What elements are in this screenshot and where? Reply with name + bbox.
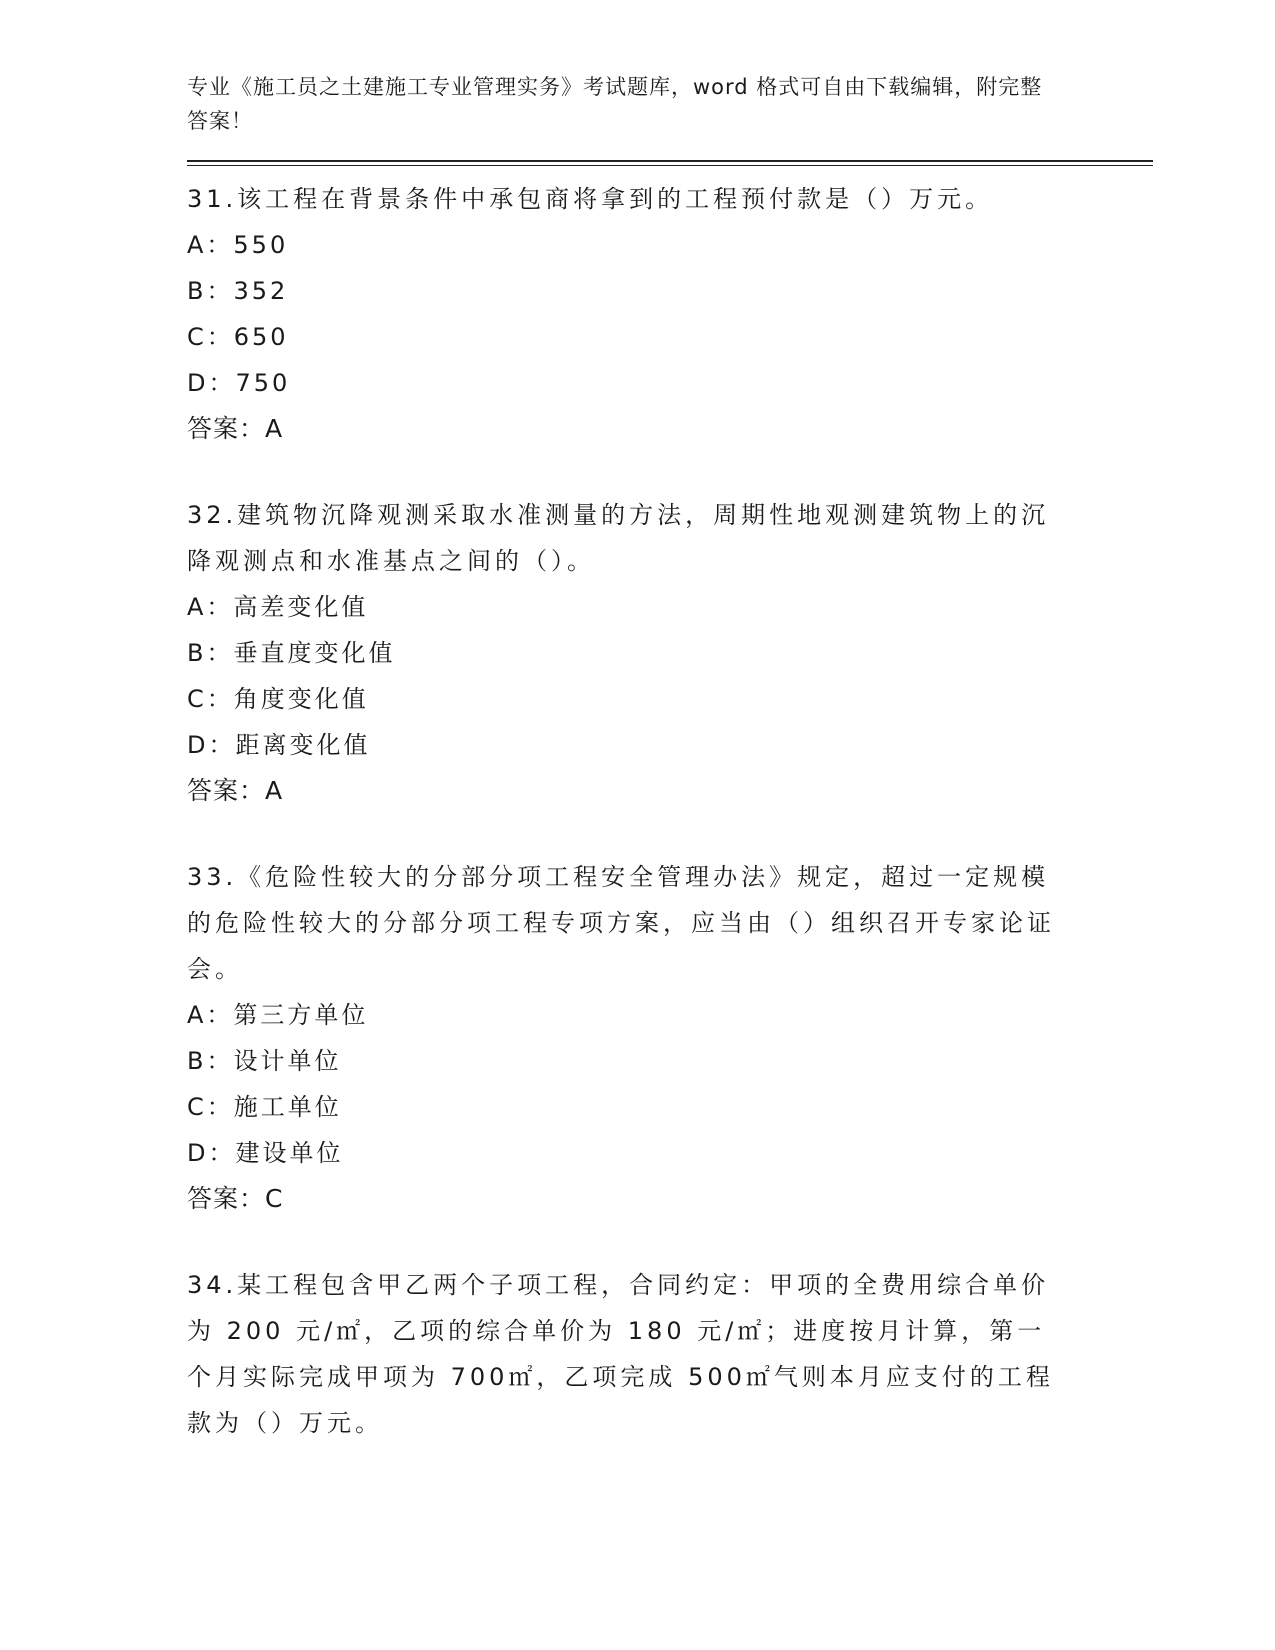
option-a: A：第三方单位 bbox=[187, 1001, 369, 1029]
option-c: C：施工单位 bbox=[187, 1093, 342, 1121]
question-stem: 32.建筑物沉降观测采取水准测量的方法，周期性地观测建筑物上的沉降观测点和水准基点之间的（）。 bbox=[187, 501, 1050, 575]
option-d: D：距离变化值 bbox=[187, 731, 371, 759]
answer-line: 答案：A bbox=[187, 776, 284, 805]
answer-line: 答案：C bbox=[187, 1184, 284, 1213]
option-a: A：高差变化值 bbox=[187, 593, 369, 621]
option-b: B：352 bbox=[187, 277, 289, 305]
option-c: C：角度变化值 bbox=[187, 685, 369, 713]
option-b: B：垂直度变化值 bbox=[187, 639, 396, 667]
question-33 bbox=[187, 854, 1087, 1222]
document-header: 专业《施工员之土建施工专业管理实务》考试题库，word 格式可自由下载编辑，附完整答案！ bbox=[187, 75, 1043, 133]
question-stem: 33.《危险性较大的分部分项工程安全管理办法》规定，超过一定规模的危险性较大的分部分项工程专项方案，应当由（）组织召开专家论证会。 bbox=[187, 863, 1055, 983]
option-d: D：750 bbox=[187, 369, 291, 397]
question-34 bbox=[187, 1262, 1087, 1446]
question-31 bbox=[187, 176, 1087, 452]
answer-line: 答案：A bbox=[187, 414, 284, 443]
header-divider bbox=[187, 160, 1153, 166]
question-stem: 34.某工程包含甲乙两个子项工程，合同约定：甲项的全费用综合单价为 200 元/㎡，乙项的综合单价为 180 元/㎡；进度按月计算，第一个月实际完成甲项为 700㎡，乙项完成 500㎡气则本月应支付的工程款为（）万元。 bbox=[187, 1271, 1054, 1437]
option-b: B：设计单位 bbox=[187, 1047, 342, 1075]
option-d: D：建设单位 bbox=[187, 1139, 344, 1167]
option-a: A：550 bbox=[187, 231, 289, 259]
option-c: C：650 bbox=[187, 323, 289, 351]
question-32 bbox=[187, 492, 1087, 814]
document-page bbox=[187, 70, 1087, 1446]
question-stem: 31.该工程在背景条件中承包商将拿到的工程预付款是（）万元。 bbox=[187, 185, 994, 213]
